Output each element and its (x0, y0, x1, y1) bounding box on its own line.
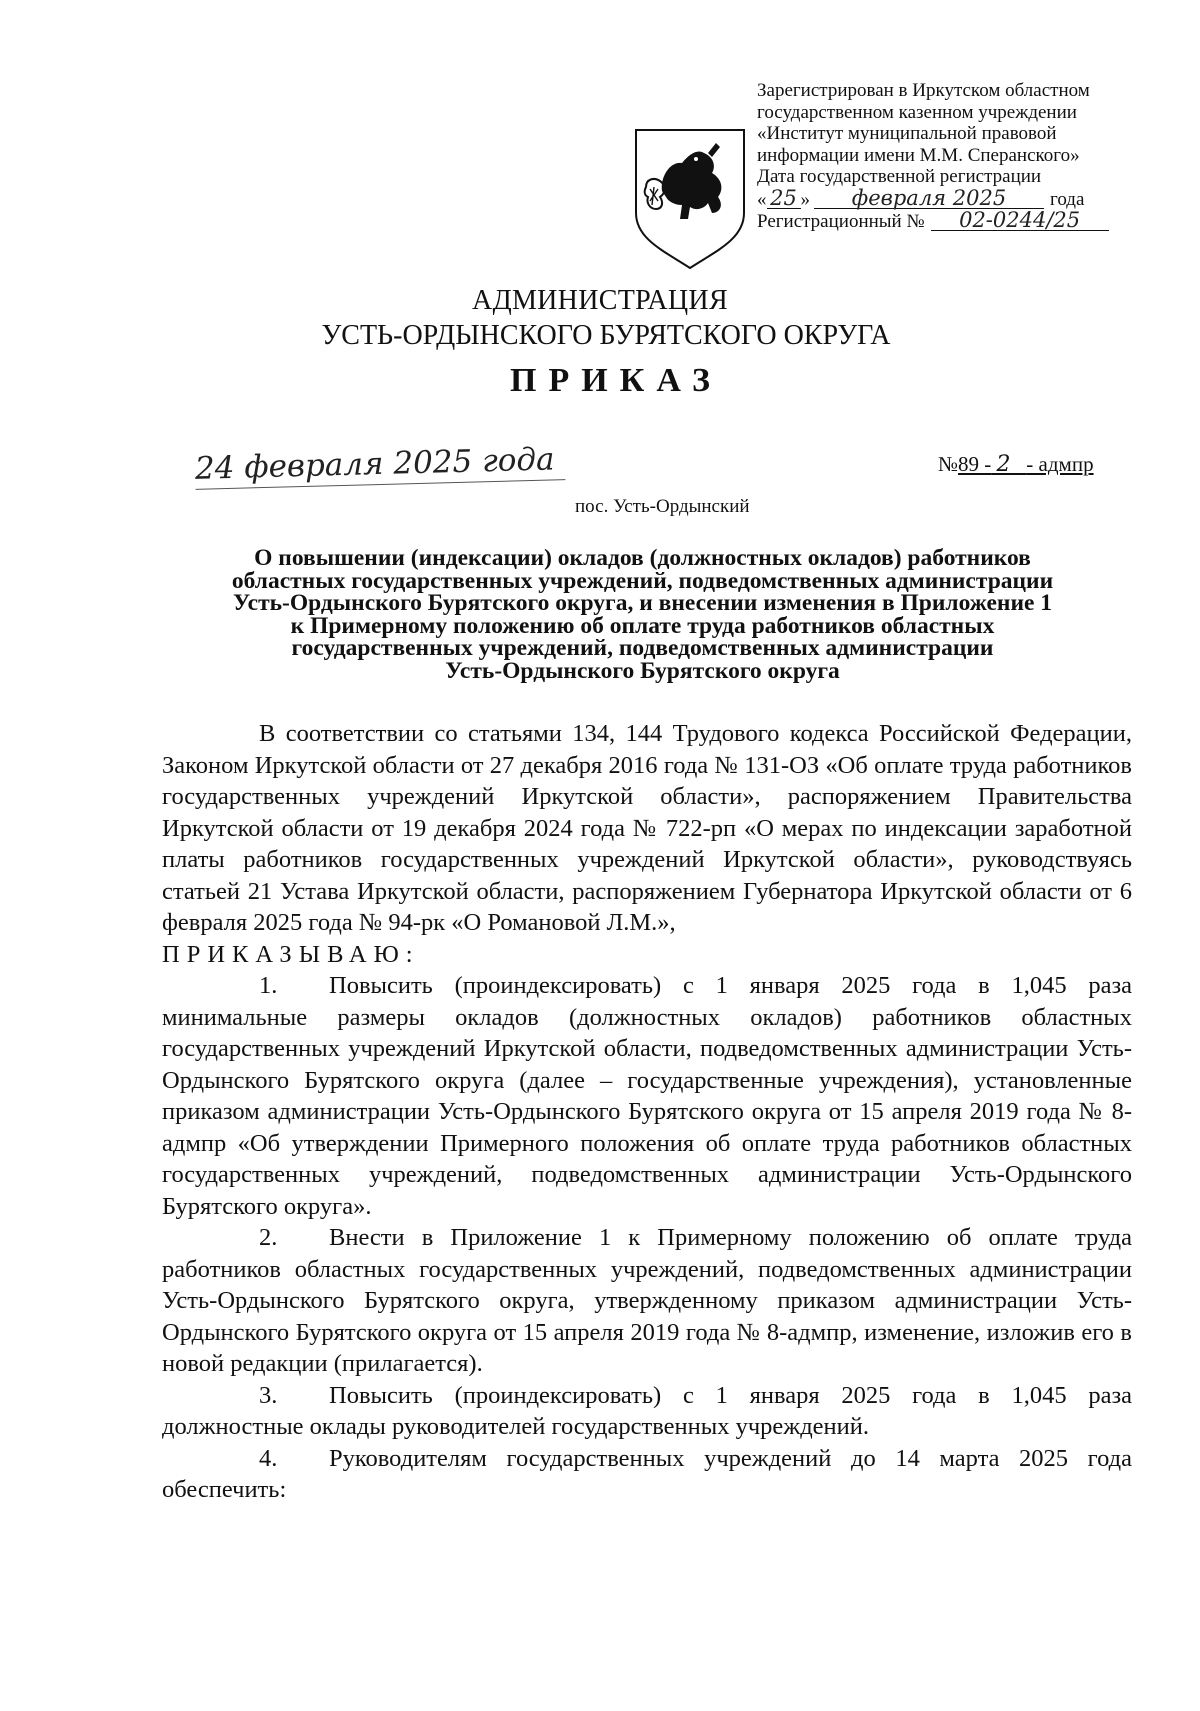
order-item (162, 1222, 1132, 1380)
registration-line: государственном казенном учреждении (757, 101, 1077, 123)
order-item (162, 970, 1132, 1222)
title-line: Усть-Ордынского Бурятского округа (445, 657, 840, 684)
quote-mark: » (800, 188, 810, 210)
registration-line: «Институт муниципальной правовой (757, 123, 1057, 144)
order-place: пос. Усть-Ордынский (575, 496, 750, 517)
registration-number: 02-0244/25 (931, 210, 1109, 231)
order-item (162, 1380, 1132, 1443)
registration-month-year: февраля 2025 (814, 188, 1044, 209)
registration-line: информации имени М.М. Сперанского» (757, 144, 1080, 166)
organization-name-line1: АДМИНИСТРАЦИЯ (472, 285, 728, 316)
item-number: 3. (259, 1381, 278, 1409)
item-text: Внести в Приложение 1 к Примерному положению об оплате труда работников областных государственных учреждений, подведомственных администрации Усть-Ордынского Бурятского округа, утвержденному приказом администрации Усть-Ордынского Бурятского округа от 15 апреля 2019 года № 8-адмпр, изменение, изложив его в новой редакции (прилагается). (162, 1224, 1132, 1377)
title-line: к Примерному положению об оплате труда работников областных (290, 612, 995, 639)
coat-of-arms-icon (632, 127, 748, 271)
registration-line: Дата государственной регистрации (757, 166, 1042, 187)
order-number-handwritten: 2 (996, 452, 1011, 477)
order-body (162, 718, 1132, 1506)
registration-line: Зарегистрирован в Иркутском областном (757, 80, 1090, 101)
organization-name-line2: УСТЬ-ОРДЫНСКОГО БУРЯТСКОГО ОКРУГА (321, 320, 891, 351)
title-line: областных государственных учреждений, подведомственных администрации (231, 567, 1054, 594)
title-line: государственных учреждений, подведомственных администрации (291, 635, 994, 661)
order-number (938, 452, 1094, 477)
registration-number-row (757, 210, 1117, 233)
document-type-title: ПРИКАЗ (510, 362, 722, 399)
order-item (162, 1443, 1132, 1506)
registration-day: 25 (767, 188, 801, 209)
title-line: О повышении (индексации) окладов (должностных окладов) работников (254, 545, 1031, 571)
quote-mark: « (757, 188, 767, 210)
title-line: Усть-Ордынского Бурятского округа, и внесении изменения в Приложение 1 (232, 590, 1053, 616)
registration-stamp (757, 80, 1117, 233)
item-text: Руководителям государственных учреждений до 14 марта 2025 года обеспечить: (162, 1444, 1132, 1503)
item-number: 1. (259, 972, 278, 999)
registration-year-word: года (1050, 188, 1085, 210)
item-number: 4. (259, 1444, 278, 1472)
item-number: 2. (259, 1224, 278, 1251)
order-date-handwritten: 24 февраля 2025 года (195, 441, 566, 490)
registration-date-row (757, 185, 1117, 211)
order-title (150, 547, 1135, 682)
item-text: Повысить (проиндексировать) с 1 января 2025 года в 1,045 раза должностные оклады руководителей государственных учреждений. (162, 1381, 1132, 1440)
registration-number-label: Регистрационный № (757, 211, 925, 232)
item-text: Повысить (проиндексировать) с 1 января 2025 года в 1,045 раза минимальные размеры окладов (должностных окладов) работников областных государственных учреждений Иркутской области, подведомственных администрации Усть-Ордынского Бурятского округа (далее – государственные учреждения), установленные приказом администрации Усть-Ордынского Бурятского округа от 15 апреля 2019 года № 8-адмпр «Об утверждении Примерного положения об оплате труда работников областных государственных учреждений, подведомственных администрации Усть-Ордынского Бурятского округа». (162, 972, 1132, 1220)
order-number-suffix: - адмпр (1026, 452, 1094, 476)
order-directive-word: ПРИКАЗЫВАЮ: (162, 940, 420, 968)
order-number-main: 89 - (958, 452, 992, 476)
number-sign: № (938, 452, 959, 476)
preamble-paragraph: В соответствии со статьями 134, 144 Трудового кодекса Российской Федерации, Законом Иркутской области от 27 декабря 2016 года № 131-ОЗ «Об оплате труда работников государственных учреждений Иркутской области», распоряжением Правительства Иркутской области от 19 декабря 2024 года № 722-рп «О мерах по индексации заработной платы работников государственных учреждений Иркутской области», руководствуясь статьей 21 Устава Иркутской области, распоряжением Губернатора Иркутской области от 6 февраля 2025 года № 94-рк «О Романовой Л.М.», (162, 720, 1132, 936)
